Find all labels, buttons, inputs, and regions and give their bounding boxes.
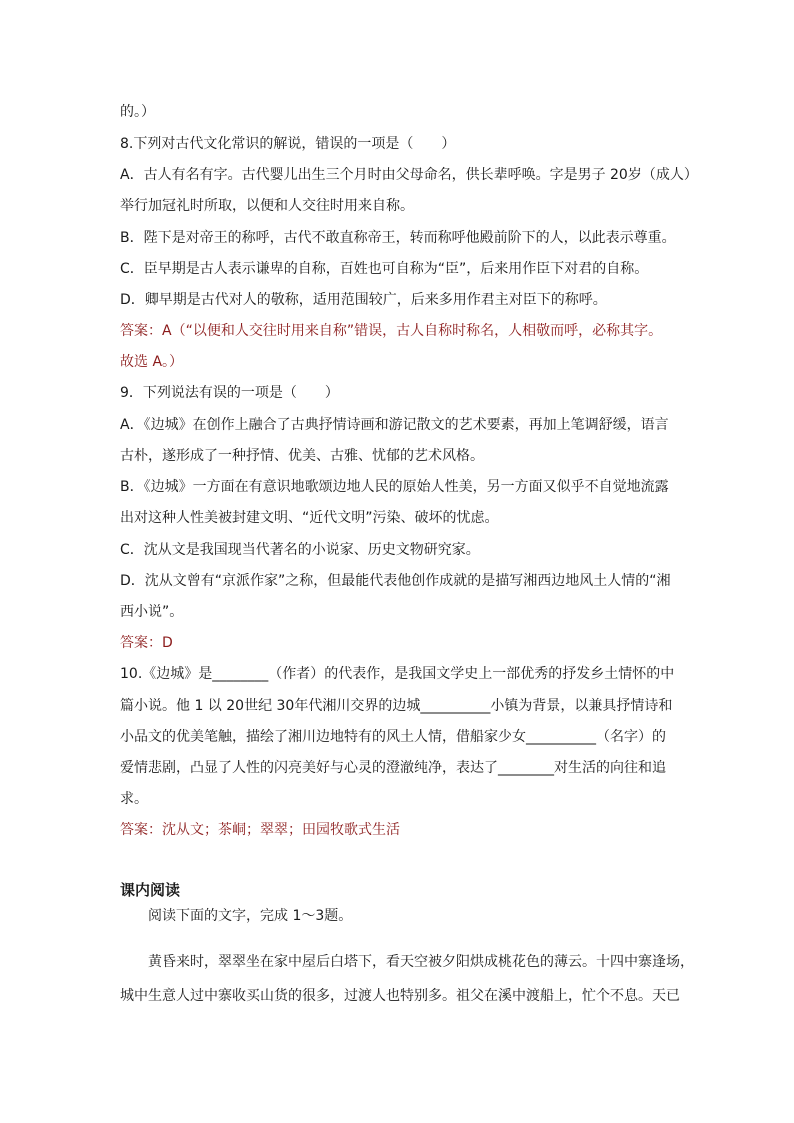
question-10-answer: 答案：沈从文；茶峒；翠翠；田园牧歌式生活: [120, 822, 400, 838]
question-10-line-3: 小品文的优美笔触，描绘了湘川边地特有的风土人情，借船家少女__________（名字）的: [120, 729, 666, 745]
question-8-option-d: D．卿早期是古代对人的敬称，适用范围较广，后来多用作君主对臣下的称呼。: [120, 292, 607, 308]
question-9-option-c: C．沈从文是我国现当代著名的小说家、历史文物研究家。: [120, 542, 480, 558]
question-9-stem: 9．下列说法有误的一项是（ ）: [120, 385, 339, 401]
question-8-stem: 8.下列对古代文化常识的解说，错误的一项是（ ）: [120, 136, 456, 152]
question-10-line-1: 10.《边城》是________（作者）的代表作，是我国文学史上一部优秀的抒发乡土情怀的中: [120, 666, 675, 682]
question-8-answer: 答案：A（“以便和人交往时用来自称”错误，古人自称时称名，人相敬而呼，必称其字。: [120, 323, 663, 339]
passage-line-2: 城中生意人过中寨收买山货的很多，过渡人也特别多。祖父在溪中渡船上，忙个不息。天已: [120, 988, 680, 1004]
prev-answer-fragment: 的。）: [120, 104, 155, 120]
question-9-option-d: D．沈从文曾有“京派作家”之称，但最能代表他创作成就的是描写湘西边地风土人情的“湘: [120, 573, 671, 589]
passage-line-1: 黄昏来时，翠翠坐在家中屋后白塔下，看天空被夕阳烘成桃花色的薄云。十四中寨逢场，: [148, 954, 694, 970]
question-8-option-a: A．古人有名有字。古代婴儿出生三个月时由父母命名，供长辈呼唤。字是男子 20岁（成人）: [120, 167, 698, 183]
question-10-line-4: 爱情悲剧，凸显了人性的闪亮美好与心灵的澄澈纯净，表达了________对生活的向往和追: [120, 760, 666, 776]
question-9-option-a-cont: 古朴，遂形成了一种抒情、优美、古雅、忧郁的艺术风格。: [120, 448, 484, 464]
question-8-answer-cont: 故选 A。）: [120, 354, 184, 370]
question-8-option-a-cont: 举行加冠礼时所取，以便和人交往时用来自称。: [120, 198, 414, 214]
question-8-option-c: C．臣早期是古人表示谦卑的自称，百姓也可自称为“臣”，后来用作臣下对君的自称。: [120, 261, 649, 277]
question-10-line-5: 求。: [120, 791, 148, 807]
question-9-option-b-cont: 出对这种人性美被封建文明、“近代文明”污染、破坏的忧虑。: [120, 510, 499, 526]
question-9-option-d-cont: 西小说”。: [120, 604, 184, 620]
question-9-option-a: A．《边城》在创作上融合了古典抒情诗画和游记散文的艺术要素，再加上笔调舒缓，语言: [120, 417, 669, 433]
question-10-line-2: 篇小说。他 1 以 20世纪 30年代湘川交界的边城__________小镇为背景，以兼具抒情诗和: [120, 698, 673, 714]
question-8-option-b: B．陛下是对帝王的称呼，古代不敢直称帝王，转而称呼他殿前阶下的人，以此表示尊重。: [120, 230, 676, 246]
section-title: 课内阅读: [120, 881, 181, 899]
section-instruction: 阅读下面的文字，完成 1～3题。: [148, 908, 353, 924]
question-9-answer: 答案：D: [120, 635, 173, 651]
question-9-option-b: B．《边城》一方面在有意识地歌颂边地人民的原始人性美，另一方面又似乎不自觉地流露: [120, 479, 669, 495]
